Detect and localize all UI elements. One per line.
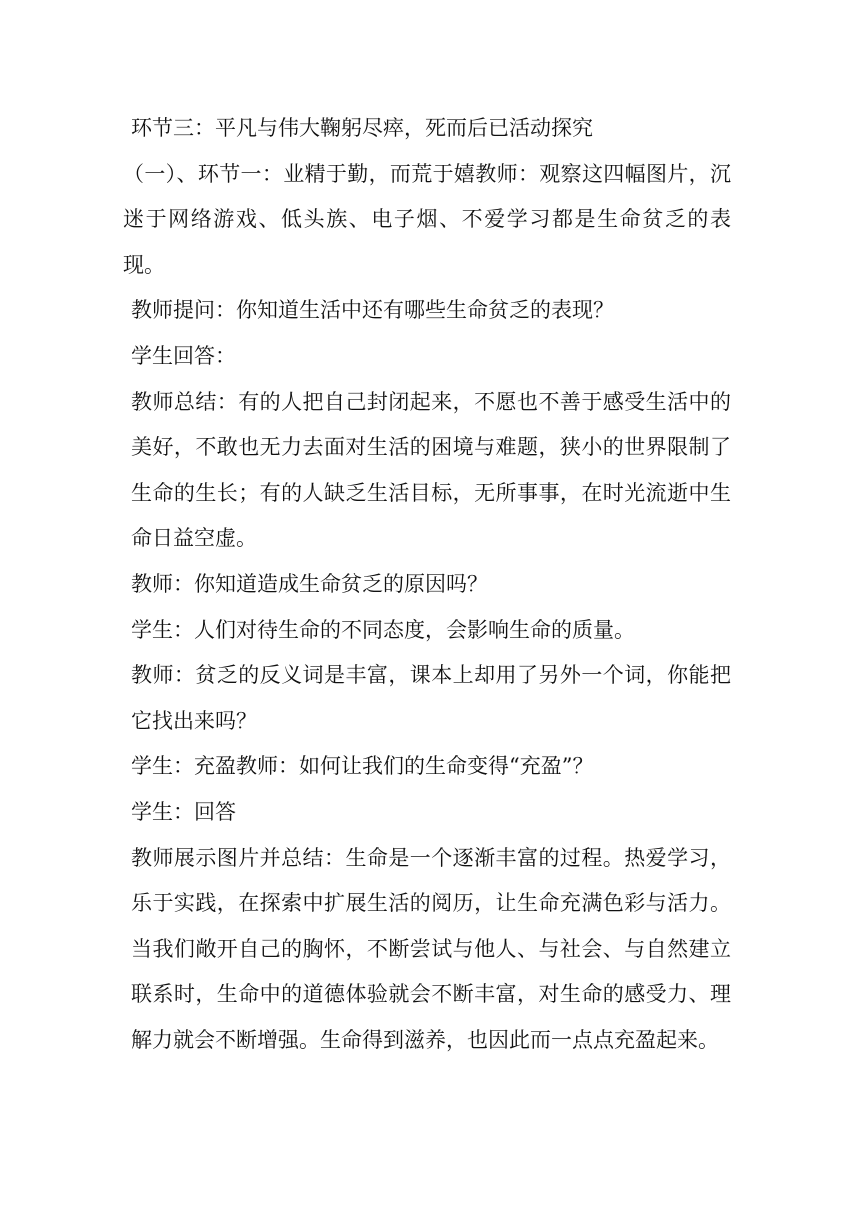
paragraph: 教师总结：有的人把自己封闭起来，不愿也不善于感受生活中的美好，不敢也无力去面对生活的困境与难题，狭小的世界限制了生命的生长；有的人缺乏生活目标，无所事事，在时光流逝中生命日益空虚。	[131, 389, 731, 551]
paragraph: 学生：回答	[131, 799, 236, 824]
paragraph: 教师提问：你知道生活中还有哪些生命贫乏的表现？	[131, 298, 614, 323]
paragraph: 教师：你知道造成生命贫乏的原因吗？	[131, 571, 488, 596]
section-heading: 环节三：平凡与伟大鞠躬尽瘁，死而后已活动探究	[131, 116, 593, 140]
paragraph: 学生：充盈教师：如何让我们的生命变得“充盈”？	[131, 754, 594, 779]
paragraph: 学生回答：	[131, 343, 236, 368]
document-body	[123, 106, 731, 1063]
paragraph: 教师：贫乏的反义词是丰富，课本上却用了另外一个词，你能把它找出来吗？	[131, 663, 731, 733]
paragraph: 学生：人们对待生命的不同态度，会影响生命的质量。	[131, 617, 635, 642]
paragraph: （一）、环节一：业精于勤，而荒于嬉教师：观察这四幅图片，沉迷于网络游戏、低头族、电子烟、不爱学习都是生命贫乏的表现。	[123, 161, 731, 277]
paragraph: 教师展示图片并总结：生命是一个逐渐丰富的过程。热爱学习，乐于实践，在探索中扩展生活的阅历，让生命充满色彩与活力。当我们敞开自己的胸怀，不断尝试与他人、与社会、与自然建立联系时，生命中的道德体验就会不断丰富，对生命的感受力、理解力就会不断增强。生命得到滋养，也因此而一点点充盈起来。	[131, 845, 731, 1052]
